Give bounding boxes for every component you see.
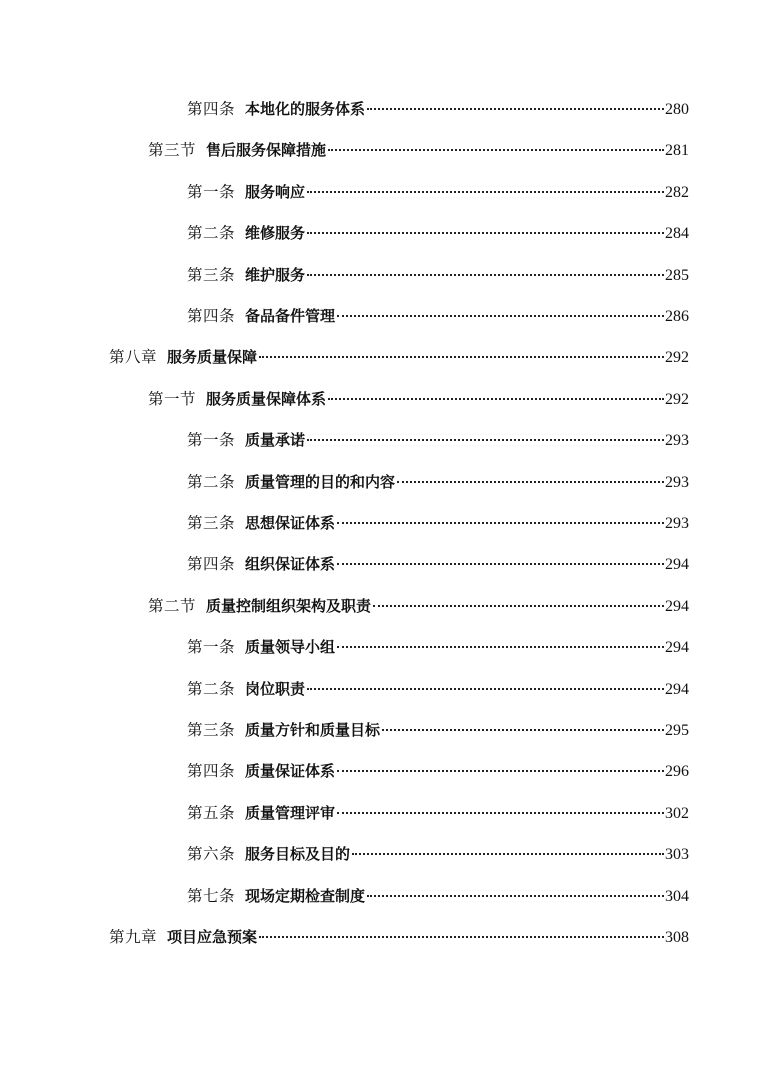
toc-entry-page-number: 285 (665, 266, 689, 284)
dot-leader (337, 522, 664, 524)
toc-entry[interactable] (187, 216, 689, 250)
toc-entry[interactable] (109, 920, 689, 954)
dot-leader (367, 108, 664, 110)
toc-entry-number: 第三条 (187, 265, 236, 284)
toc-entry-number: 第一节 (148, 389, 197, 408)
toc-entry-title: 服务质量保障体系 (206, 389, 327, 408)
toc-entry-title: 质量管理评审 (245, 803, 336, 822)
toc-entry-number: 第四条 (187, 555, 236, 574)
toc-entry-page-number: 282 (665, 183, 689, 201)
toc-entry-number: 第二节 (148, 596, 197, 615)
toc-entry-page-number: 293 (665, 515, 689, 532)
toc-entry-number: 第七条 (187, 886, 236, 905)
dot-leader (382, 729, 664, 731)
toc-entry-page-number: 293 (665, 432, 689, 450)
dot-leader (307, 274, 664, 276)
toc-entry-title: 服务质量保障 (167, 348, 258, 367)
toc-entry-title: 维护服务 (245, 265, 306, 284)
dot-leader (307, 191, 664, 193)
toc-entry[interactable] (187, 175, 689, 209)
toc-entry[interactable] (187, 672, 689, 706)
toc-entry-number: 第一条 (187, 638, 236, 657)
toc-entry-page-number: 303 (665, 846, 689, 864)
toc-entry-number: 第四条 (187, 762, 236, 781)
toc-entry-title: 本地化的服务体系 (245, 100, 366, 118)
toc-entry-page-number: 286 (665, 308, 689, 325)
toc-entry[interactable] (187, 465, 689, 499)
toc-entry-number: 第四条 (187, 307, 236, 325)
toc-entry-title: 现场定期检查制度 (245, 886, 366, 905)
toc-entry-page-number: 304 (665, 887, 689, 905)
toc-entry-title: 服务响应 (245, 182, 306, 201)
toc-entry-number: 第三条 (187, 721, 236, 739)
toc-entry-title: 质量承诺 (245, 431, 306, 450)
toc-entry-number: 第二条 (187, 224, 236, 243)
toc-entry[interactable] (187, 879, 689, 913)
toc-entry[interactable] (148, 382, 689, 416)
toc-entry-page-number: 280 (665, 101, 689, 118)
toc-entry-number: 第五条 (187, 803, 236, 822)
toc-entry-title: 岗位职责 (245, 679, 306, 698)
toc-entry-page-number: 294 (665, 639, 689, 657)
toc-entry-number: 第六条 (187, 845, 236, 864)
toc-entry[interactable] (109, 340, 689, 374)
toc-entry-page-number: 293 (665, 473, 689, 491)
toc-entry[interactable] (187, 423, 689, 457)
toc-entry-number: 第三条 (187, 514, 236, 532)
toc-entry[interactable] (187, 837, 689, 871)
toc-entry-page-number: 292 (665, 390, 689, 408)
toc-entry-page-number: 292 (665, 349, 689, 367)
toc-entry-title: 质量控制组织架构及职责 (206, 596, 372, 615)
toc-entry[interactable] (187, 713, 689, 747)
toc-entry-title: 售后服务保障措施 (206, 141, 327, 160)
toc-entry[interactable] (187, 299, 689, 333)
dot-leader (328, 398, 664, 400)
toc-entry[interactable] (187, 547, 689, 581)
toc-entry-page-number: 296 (665, 763, 689, 781)
toc-entry-title: 质量方针和质量目标 (245, 721, 381, 739)
toc-entry-title: 组织保证体系 (245, 555, 336, 574)
toc-entry-number: 第三节 (148, 141, 197, 160)
toc-entry-page-number: 284 (665, 225, 689, 243)
dot-leader (337, 315, 664, 317)
toc-entry[interactable] (187, 754, 689, 788)
toc-entry-page-number: 294 (665, 597, 689, 615)
toc-entry-page-number: 294 (665, 556, 689, 574)
dot-leader (337, 812, 664, 814)
dot-leader (352, 853, 664, 855)
toc-entry[interactable] (148, 133, 689, 167)
dot-leader (259, 356, 664, 358)
dot-leader (337, 770, 664, 772)
dot-leader (367, 895, 664, 897)
dot-leader (337, 646, 664, 648)
dot-leader (307, 439, 664, 441)
toc-entry-number: 第九章 (109, 928, 158, 946)
toc-entry-page-number: 295 (665, 722, 689, 739)
toc-entry-title: 质量管理的目的和内容 (245, 472, 396, 491)
toc-entry-title: 维修服务 (245, 224, 306, 243)
toc-entry-number: 第二条 (187, 679, 236, 698)
toc-entry[interactable] (187, 92, 689, 126)
toc-entry[interactable] (187, 630, 689, 664)
dot-leader (259, 936, 664, 938)
toc-entry-title: 备品备件管理 (245, 307, 336, 325)
toc-entry[interactable] (148, 589, 689, 623)
toc-entry-page-number: 294 (665, 680, 689, 698)
toc-entry-title: 项目应急预案 (167, 928, 258, 946)
toc-entry-title: 服务目标及目的 (245, 845, 351, 864)
toc-entry-number: 第四条 (187, 100, 236, 118)
toc-entry[interactable] (187, 796, 689, 830)
toc-entry-page-number: 302 (665, 804, 689, 822)
dot-leader (373, 605, 664, 607)
toc-entry-number: 第八章 (109, 348, 158, 367)
toc-entry-title: 思想保证体系 (245, 514, 336, 532)
dot-leader (307, 232, 664, 234)
dot-leader (397, 481, 664, 483)
dot-leader (337, 563, 664, 565)
toc-entry-number: 第一条 (187, 182, 236, 201)
toc-entry-page-number: 281 (665, 142, 689, 160)
toc-entry-number: 第二条 (187, 472, 236, 491)
toc-entry-page-number: 308 (665, 929, 689, 946)
toc-entry-title: 质量保证体系 (245, 762, 336, 781)
dot-leader (328, 149, 664, 151)
toc-entry[interactable] (187, 258, 689, 292)
toc-entry-title: 质量领导小组 (245, 638, 336, 657)
toc-entry[interactable] (187, 506, 689, 540)
toc-entry-number: 第一条 (187, 431, 236, 450)
dot-leader (307, 688, 664, 690)
